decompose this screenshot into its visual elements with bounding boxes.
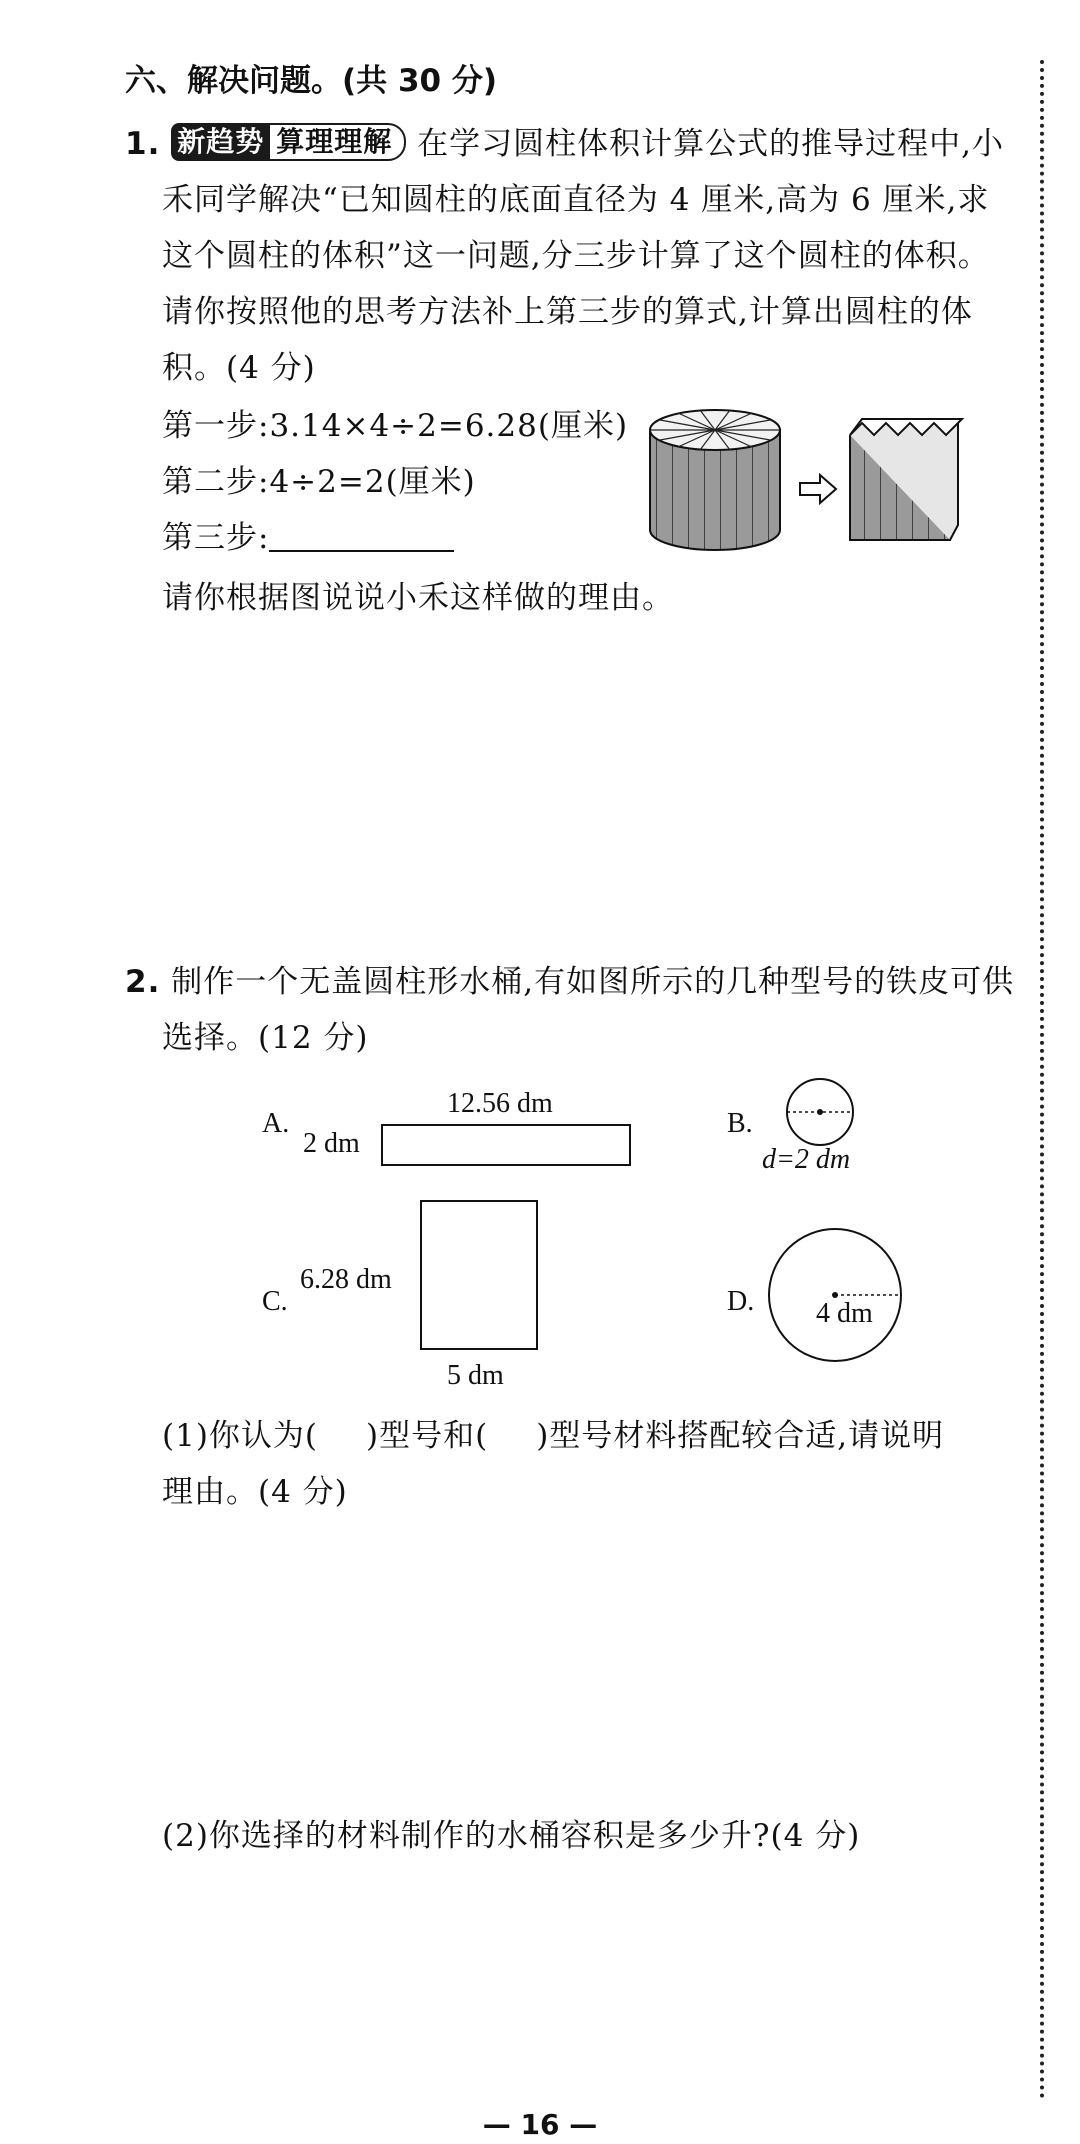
- q1-line-3: 这个圆柱的体积”这一问题,分三步计算了这个圆柱的体积。: [162, 238, 990, 274]
- q1-line-1: [125, 116, 1004, 172]
- q1-reason-prompt: 请你根据图说说小禾这样做的理由。: [162, 580, 674, 616]
- option-d-radius: 4 dm: [816, 1298, 873, 1329]
- page-number: — 16 —: [482, 2108, 598, 2141]
- option-a-width: 2 dm: [303, 1128, 360, 1159]
- option-a-length: 12.56 dm: [447, 1088, 553, 1119]
- q2-line-1: [125, 954, 1014, 1010]
- sub1-text-a: (1)你认为(: [162, 1418, 319, 1454]
- trend-tag: 新趋势: [171, 123, 270, 161]
- option-c-height: 6.28 dm: [300, 1264, 392, 1295]
- dotted-cut-line: [1040, 60, 1044, 2100]
- option-a-rectangle: [381, 1124, 631, 1166]
- q1-line-5: 积。(4 分): [162, 350, 316, 386]
- topic-tag: 算理理解: [268, 123, 406, 161]
- option-c-label: C.: [262, 1286, 288, 1317]
- option-c-rectangle: [420, 1200, 538, 1350]
- q2-text-1: 制作一个无盖圆柱形水桶,有如图所示的几种型号的铁皮可供: [171, 964, 1015, 1000]
- section-title: 六、解决问题。(共 30 分): [125, 63, 498, 99]
- q1-step-3: [162, 510, 454, 566]
- option-d-circle: [766, 1226, 904, 1364]
- cylinder-diagram: [640, 395, 980, 565]
- q2-number: 2.: [125, 964, 161, 1000]
- q2-line-2: 选择。(12 分): [162, 1020, 369, 1056]
- q2-sub1-line-2: 理由。(4 分): [162, 1474, 348, 1510]
- sub1-text-b: )型号和(: [366, 1418, 489, 1454]
- arrow-icon: [800, 475, 836, 503]
- q2-sub1-line-1: [162, 1408, 944, 1464]
- q1-line-2: 禾同学解决“已知圆柱的底面直径为 4 厘米,高为 6 厘米,求: [162, 182, 990, 218]
- q1-step-2: 第二步:4÷2=2(厘米): [162, 464, 476, 500]
- option-b-diameter: d=2 dm: [762, 1144, 851, 1175]
- q1-step-1: 第一步:3.14×4÷2=6.28(厘米): [162, 408, 629, 444]
- option-b-label: B.: [727, 1108, 753, 1139]
- option-c-width: 5 dm: [447, 1360, 504, 1391]
- q1-text-1: 在学习圆柱体积计算公式的推导过程中,小: [406, 126, 1004, 162]
- q1-line-4: 请你按照他的思考方法补上第三步的算式,计算出圆柱的体: [162, 294, 973, 330]
- q2-sub2: (2)你选择的材料制作的水桶容积是多少升?(4 分): [162, 1818, 861, 1854]
- q1-step-3-label: 第三步:: [162, 520, 270, 556]
- option-d-label: D.: [727, 1286, 755, 1317]
- q1-number: 1.: [125, 126, 161, 162]
- sub1-text-c: )型号材料搭配较合适,请说明: [536, 1418, 945, 1454]
- step-3-answer-blank[interactable]: [269, 520, 454, 552]
- option-b-circle: [784, 1076, 856, 1148]
- option-a-label: A.: [262, 1108, 290, 1139]
